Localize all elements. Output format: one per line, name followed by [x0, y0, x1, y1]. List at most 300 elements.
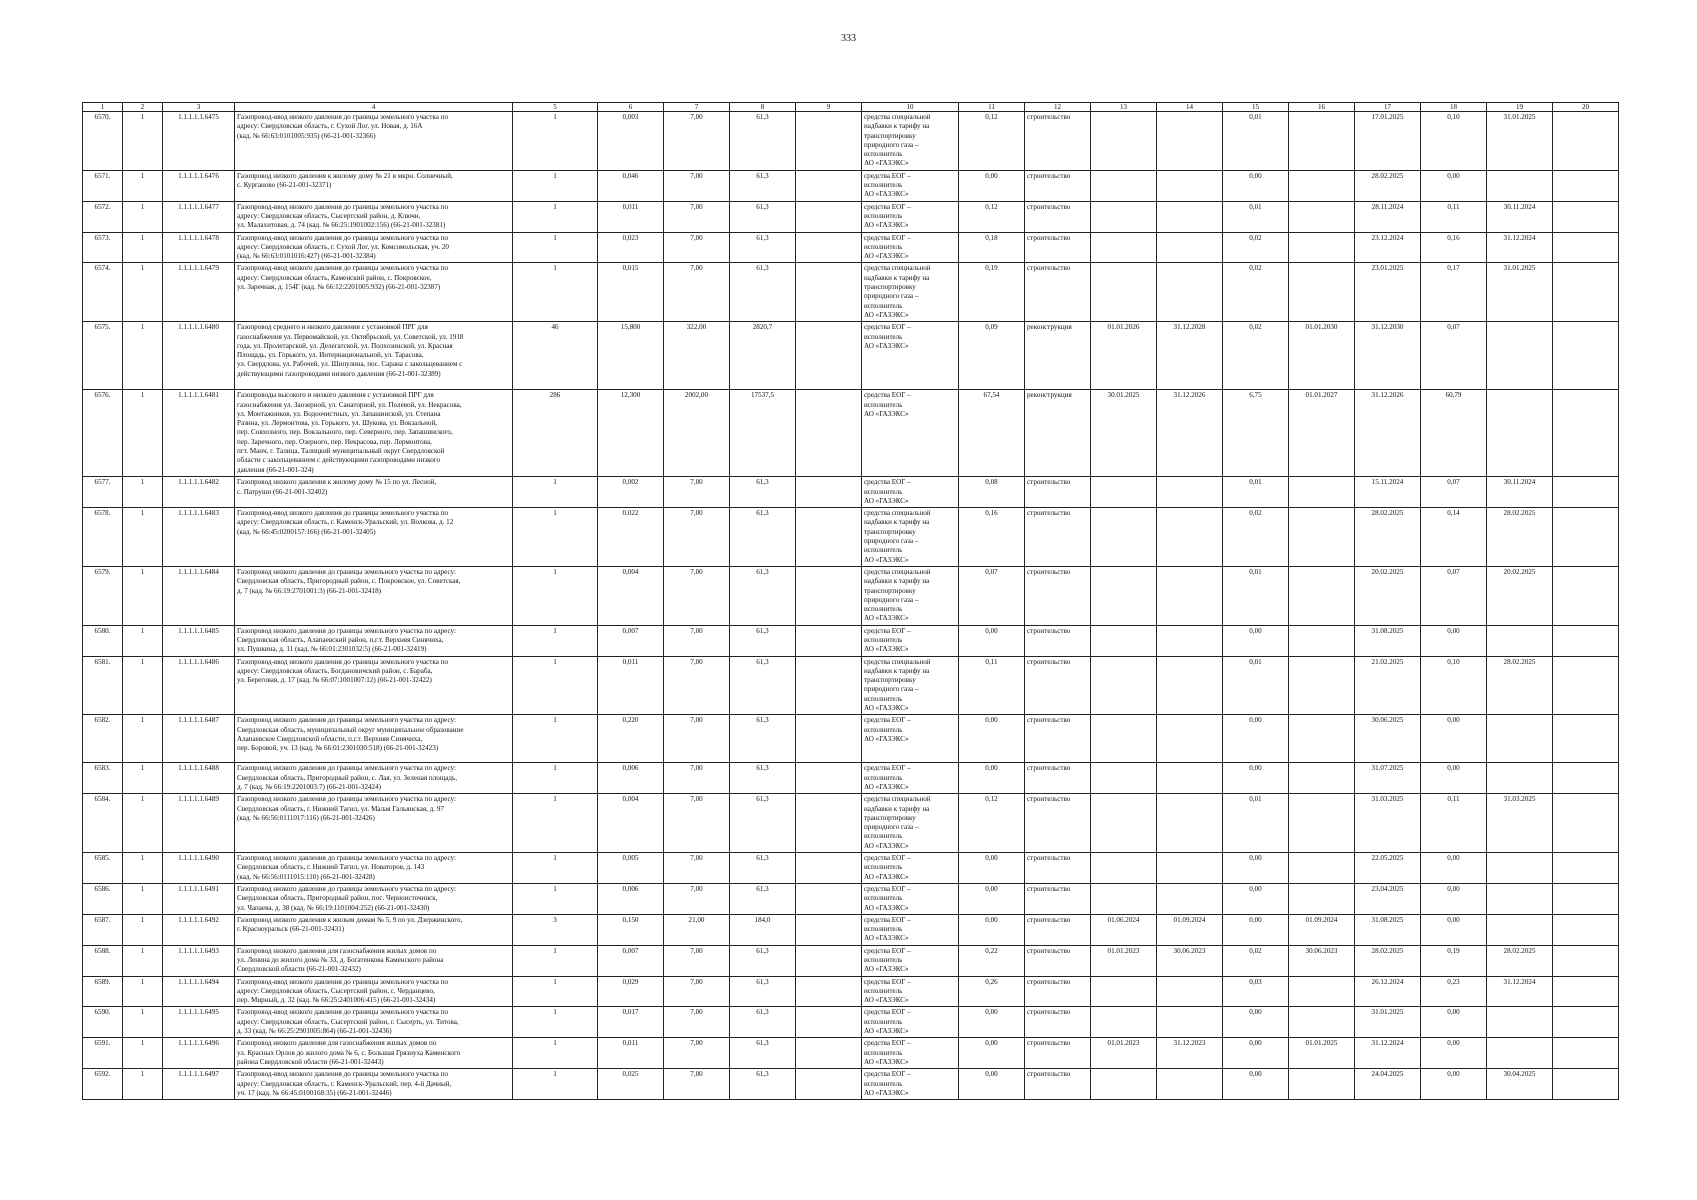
- value-cell: 61,3: [730, 715, 796, 763]
- column-header: 18: [1421, 103, 1487, 112]
- cost-cell: 0,12: [959, 112, 1025, 171]
- capacity-cell: 7,00: [664, 112, 730, 171]
- commissioning-date: 28.02.2025: [1355, 170, 1421, 201]
- row-number: 6575.: [83, 322, 123, 390]
- value-cell: 61,3: [730, 566, 796, 625]
- cost-cell: 0,00: [1421, 853, 1487, 884]
- value-cell: 61,3: [730, 112, 796, 171]
- capacity-cell: 322,00: [664, 322, 730, 390]
- cost-cell: 0,01: [1223, 794, 1289, 853]
- capacity-cell: 7,00: [664, 763, 730, 794]
- empty-cell: [1553, 945, 1619, 976]
- level-cell: 1: [123, 390, 163, 477]
- empty-cell: [796, 390, 862, 477]
- work-type: строительство: [1025, 853, 1091, 884]
- table-row: [83, 763, 1619, 794]
- commissioning-date: 28.11.2024: [1355, 201, 1421, 232]
- start-date: 01.01.2023: [1091, 945, 1157, 976]
- date-cell: [1289, 976, 1355, 1007]
- quantity-cell: 1: [513, 1038, 598, 1069]
- empty-cell: [796, 170, 862, 201]
- commissioning-date: 23.01.2025: [1355, 263, 1421, 322]
- level-cell: 1: [123, 477, 163, 508]
- row-number: 6591.: [83, 1038, 123, 1069]
- end-date: [1157, 883, 1223, 914]
- project-description: Газопровод низкого давления для газоснабжения жилых домов по ул. Ленина до жилого дома № 33, д. Богатенкова Каменского района Свердловской области (66-21-001-32432): [235, 945, 513, 976]
- quantity-cell: 1: [513, 853, 598, 884]
- level-cell: 1: [123, 656, 163, 715]
- start-date: [1091, 883, 1157, 914]
- cost-cell: 0,19: [1421, 945, 1487, 976]
- start-date: [1091, 1069, 1157, 1100]
- cost-cell: 0,00: [1223, 715, 1289, 763]
- empty-cell: [796, 263, 862, 322]
- cost-cell: 0,16: [1421, 232, 1487, 263]
- cost-cell: 0,07: [959, 566, 1025, 625]
- completion-date: [1487, 715, 1553, 763]
- end-date: [1157, 263, 1223, 322]
- capacity-cell: 7,00: [664, 625, 730, 656]
- value-cell: 61,3: [730, 883, 796, 914]
- page-number: 333: [841, 33, 856, 44]
- row-number: 6581.: [83, 656, 123, 715]
- cost-cell: 0,18: [959, 232, 1025, 263]
- funding-source: средства специальной надбавки к тарифу на транспортировку природного газа – исполнитель АО «ГАЗЭКС»: [862, 263, 959, 322]
- project-code: 1.1.1.1.1.6483: [163, 508, 235, 567]
- length-cell: 0,005: [598, 853, 664, 884]
- project-code: 1.1.1.1.1.6487: [163, 715, 235, 763]
- cost-cell: 0,02: [1223, 232, 1289, 263]
- value-cell: 61,3: [730, 477, 796, 508]
- capacity-cell: 7,00: [664, 853, 730, 884]
- table-row: [83, 1038, 1619, 1069]
- completion-date: [1487, 883, 1553, 914]
- end-date: [1157, 112, 1223, 171]
- row-number: 6577.: [83, 477, 123, 508]
- empty-cell: [796, 656, 862, 715]
- funding-source: средства ЕОГ – исполнитель АО «ГАЗЭКС»: [862, 625, 959, 656]
- column-header: 12: [1025, 103, 1091, 112]
- value-cell: 17537,5: [730, 390, 796, 477]
- length-cell: 0,025: [598, 1069, 664, 1100]
- table-row: [83, 945, 1619, 976]
- project-description: Газопровод низкого давления до границы земельного участка по адресу: Свердловская область, Пригородный район, с. Покровское, ул. Советская, д. 7 (кад. № 66:19:2701001:3) (66-21-001-32418): [235, 566, 513, 625]
- length-cell: 0,046: [598, 170, 664, 201]
- end-date: 31.12.2023: [1157, 1038, 1223, 1069]
- empty-cell: [796, 945, 862, 976]
- cost-cell: 0,00: [1223, 625, 1289, 656]
- column-header: 9: [796, 103, 862, 112]
- work-type: строительство: [1025, 914, 1091, 945]
- project-code: 1.1.1.1.1.6493: [163, 945, 235, 976]
- cost-cell: 0,19: [959, 263, 1025, 322]
- commissioning-date: 31.08.2025: [1355, 625, 1421, 656]
- cost-cell: 0,02: [1223, 322, 1289, 390]
- work-type: реконструкция: [1025, 390, 1091, 477]
- start-date: [1091, 566, 1157, 625]
- empty-cell: [1553, 883, 1619, 914]
- project-code: 1.1.1.1.1.6490: [163, 853, 235, 884]
- table-row: [83, 566, 1619, 625]
- empty-cell: [796, 715, 862, 763]
- quantity-cell: 1: [513, 656, 598, 715]
- date-cell: [1289, 232, 1355, 263]
- start-date: 01.01.2023: [1091, 1038, 1157, 1069]
- work-type: строительство: [1025, 170, 1091, 201]
- completion-date: [1487, 763, 1553, 794]
- level-cell: 1: [123, 853, 163, 884]
- empty-cell: [1553, 1069, 1619, 1100]
- start-date: [1091, 715, 1157, 763]
- project-description: Газопровод низкого давления до границы земельного участка по адресу: Свердловская область, г. Нижний Тагил, ул. Малая Гальянская, д. 97 (кад. № 66:56:0111017:116) (66-21-001-32426): [235, 794, 513, 853]
- row-number: 6587.: [83, 914, 123, 945]
- empty-cell: [796, 1038, 862, 1069]
- row-number: 6586.: [83, 883, 123, 914]
- empty-cell: [796, 763, 862, 794]
- end-date: 31.12.2026: [1157, 390, 1223, 477]
- funding-source: средства ЕОГ – исполнитель АО «ГАЗЭКС»: [862, 1007, 959, 1038]
- commissioning-date: 31.12.2026: [1355, 390, 1421, 477]
- empty-cell: [1553, 201, 1619, 232]
- cost-cell: 0,01: [1223, 656, 1289, 715]
- value-cell: 61,3: [730, 1069, 796, 1100]
- completion-date: [1487, 1038, 1553, 1069]
- cost-cell: 0,00: [1223, 914, 1289, 945]
- start-date: [1091, 763, 1157, 794]
- length-cell: 0,220: [598, 715, 664, 763]
- capacity-cell: 7,00: [664, 201, 730, 232]
- length-cell: 12,300: [598, 390, 664, 477]
- value-cell: 61,3: [730, 763, 796, 794]
- length-cell: 0,017: [598, 1007, 664, 1038]
- cost-cell: 0,11: [1421, 794, 1487, 853]
- capacity-cell: 7,00: [664, 263, 730, 322]
- length-cell: 0,029: [598, 976, 664, 1007]
- empty-cell: [1553, 715, 1619, 763]
- table-row: [83, 112, 1619, 171]
- empty-cell: [796, 566, 862, 625]
- project-code: 1.1.1.1.1.6489: [163, 794, 235, 853]
- table-row: [83, 1007, 1619, 1038]
- start-date: [1091, 853, 1157, 884]
- value-cell: 61,3: [730, 508, 796, 567]
- project-description: Газопровод низкого давления до границы земельного участка по адресу: Свердловская область, муниципальный округ муниципальное образование Алапаевское Свердловской области, п.г.т. Верхняя Синячиха, пер. Боровой, уч. 13 (кад. № 66:01:2301030:518) (66-21-001-32423): [235, 715, 513, 763]
- empty-cell: [1553, 322, 1619, 390]
- empty-cell: [1553, 477, 1619, 508]
- commissioning-date: 31.07.2025: [1355, 763, 1421, 794]
- date-cell: 01.01.2027: [1289, 390, 1355, 477]
- end-date: [1157, 1007, 1223, 1038]
- level-cell: 1: [123, 794, 163, 853]
- empty-cell: [796, 883, 862, 914]
- date-cell: [1289, 112, 1355, 171]
- empty-cell: [1553, 232, 1619, 263]
- cost-cell: 0,00: [959, 1038, 1025, 1069]
- empty-cell: [1553, 566, 1619, 625]
- work-type: строительство: [1025, 794, 1091, 853]
- column-header: 8: [730, 103, 796, 112]
- row-number: 6572.: [83, 201, 123, 232]
- start-date: [1091, 625, 1157, 656]
- project-description: Газопровод-ввод низкого давления до границы земельного участка по адресу: Свердловская область, Сысертский район, г. Сысерть, ул. Титова, д. 33 (кад. № 66:25:2901005:864) (66-21-001-32436): [235, 1007, 513, 1038]
- empty-cell: [1553, 853, 1619, 884]
- cost-cell: 0,17: [1421, 263, 1487, 322]
- project-code: 1.1.1.1.1.6497: [163, 1069, 235, 1100]
- empty-cell: [1553, 656, 1619, 715]
- project-description: Газопровод низкого давления до границы земельного участка по адресу: Свердловская область, Пригородный район, пос. Черноисточинск, ул. Чапаева, д. 38 (кад. № 66:19:1101004:252) (66-21-001-32430): [235, 883, 513, 914]
- investment-program-table: [82, 102, 1619, 1100]
- project-code: 1.1.1.1.1.6478: [163, 232, 235, 263]
- cost-cell: 0,00: [1421, 914, 1487, 945]
- capacity-cell: 7,00: [664, 883, 730, 914]
- project-code: 1.1.1.1.1.6491: [163, 883, 235, 914]
- level-cell: 1: [123, 112, 163, 171]
- cost-cell: 0,00: [1421, 1069, 1487, 1100]
- length-cell: 0,003: [598, 112, 664, 171]
- table-row: [83, 914, 1619, 945]
- column-header: 16: [1289, 103, 1355, 112]
- column-header: 6: [598, 103, 664, 112]
- funding-source: средства ЕОГ – исполнитель АО «ГАЗЭКС»: [862, 883, 959, 914]
- commissioning-date: 15.11.2024: [1355, 477, 1421, 508]
- level-cell: 1: [123, 625, 163, 656]
- cost-cell: 0,00: [1223, 1007, 1289, 1038]
- date-cell: [1289, 853, 1355, 884]
- table-row: [83, 656, 1619, 715]
- funding-source: средства ЕОГ – исполнитель АО «ГАЗЭКС»: [862, 853, 959, 884]
- cost-cell: 0,02: [1223, 508, 1289, 567]
- completion-date: 31.03.2025: [1487, 794, 1553, 853]
- length-cell: 0,023: [598, 232, 664, 263]
- row-number: 6580.: [83, 625, 123, 656]
- end-date: 31.12.2028: [1157, 322, 1223, 390]
- table-row: [83, 170, 1619, 201]
- commissioning-date: 31.12.2024: [1355, 1038, 1421, 1069]
- completion-date: [1487, 1007, 1553, 1038]
- row-number: 6590.: [83, 1007, 123, 1038]
- commissioning-date: 30.06.2025: [1355, 715, 1421, 763]
- project-description: Газопровод-ввод низкого давления до границы земельного участка по адресу: Свердловская область, Сысертский район, д. Ключи, ул. Малахитовая, д. 74 (кад. № 66:25:1901002:156) (66-21-001-32381): [235, 201, 513, 232]
- table-row: [83, 508, 1619, 567]
- completion-date: 31.01.2025: [1487, 263, 1553, 322]
- project-description: Газопровод низкого давления для газоснабжения жилых домов по ул. Красных Орлов до жилого дома № 6, с. Большая Грязнуха Каменского района Свердловской области (66-21-001-32443): [235, 1038, 513, 1069]
- commissioning-date: 26.12.2024: [1355, 976, 1421, 1007]
- quantity-cell: 1: [513, 201, 598, 232]
- table-header: [83, 103, 1619, 112]
- cost-cell: 0,00: [959, 625, 1025, 656]
- quantity-cell: 1: [513, 170, 598, 201]
- work-type: строительство: [1025, 508, 1091, 567]
- row-number: 6589.: [83, 976, 123, 1007]
- end-date: [1157, 232, 1223, 263]
- project-code: 1.1.1.1.1.6492: [163, 914, 235, 945]
- capacity-cell: 7,00: [664, 232, 730, 263]
- funding-source: средства специальной надбавки к тарифу на транспортировку природного газа – исполнитель АО «ГАЗЭКС»: [862, 656, 959, 715]
- funding-source: средства ЕОГ – исполнитель АО «ГАЗЭКС»: [862, 1038, 959, 1069]
- completion-date: 20.02.2025: [1487, 566, 1553, 625]
- date-cell: 01.01.2025: [1289, 1038, 1355, 1069]
- column-header: 20: [1553, 103, 1619, 112]
- capacity-cell: 7,00: [664, 1038, 730, 1069]
- work-type: строительство: [1025, 763, 1091, 794]
- funding-source: средства ЕОГ – исполнитель АО «ГАЗЭКС»: [862, 1069, 959, 1100]
- cost-cell: 0,09: [959, 322, 1025, 390]
- level-cell: 1: [123, 763, 163, 794]
- length-cell: 0,015: [598, 263, 664, 322]
- funding-source: средства ЕОГ – исполнитель АО «ГАЗЭКС»: [862, 945, 959, 976]
- quantity-cell: 1: [513, 763, 598, 794]
- level-cell: 1: [123, 945, 163, 976]
- project-description: Газопровод-ввод низкого давления до границы земельного участка по адресу: Свердловская область, г. Сухой Лог, ул. Новая, д. 16А (кад. № 66:63:0101005:935) (66-21-001-32366): [235, 112, 513, 171]
- empty-cell: [796, 322, 862, 390]
- value-cell: 61,3: [730, 853, 796, 884]
- cost-cell: 0,12: [959, 201, 1025, 232]
- work-type: строительство: [1025, 656, 1091, 715]
- table-row: [83, 715, 1619, 763]
- completion-date: 28.02.2025: [1487, 508, 1553, 567]
- date-cell: 01.01.2030: [1289, 322, 1355, 390]
- project-code: 1.1.1.1.1.6475: [163, 112, 235, 171]
- cost-cell: 0,23: [1421, 976, 1487, 1007]
- length-cell: 0,011: [598, 1038, 664, 1069]
- capacity-cell: 7,00: [664, 1069, 730, 1100]
- length-cell: 0,011: [598, 201, 664, 232]
- capacity-cell: 7,00: [664, 477, 730, 508]
- completion-date: [1487, 853, 1553, 884]
- completion-date: 31.12.2024: [1487, 976, 1553, 1007]
- cost-cell: 0,02: [1223, 945, 1289, 976]
- length-cell: 0,007: [598, 625, 664, 656]
- empty-cell: [796, 914, 862, 945]
- start-date: [1091, 112, 1157, 171]
- start-date: [1091, 263, 1157, 322]
- start-date: 01.06.2024: [1091, 914, 1157, 945]
- row-number: 6576.: [83, 390, 123, 477]
- column-header: 19: [1487, 103, 1553, 112]
- date-cell: [1289, 1007, 1355, 1038]
- column-header: 11: [959, 103, 1025, 112]
- cost-cell: 0,00: [959, 853, 1025, 884]
- row-number: 6583.: [83, 763, 123, 794]
- end-date: 30.06.2023: [1157, 945, 1223, 976]
- funding-source: средства ЕОГ – исполнитель АО «ГАЗЭКС»: [862, 232, 959, 263]
- length-cell: 0,007: [598, 945, 664, 976]
- cost-cell: 0,00: [1421, 625, 1487, 656]
- date-cell: [1289, 201, 1355, 232]
- table-row: [83, 477, 1619, 508]
- quantity-cell: 3: [513, 914, 598, 945]
- row-number: 6582.: [83, 715, 123, 763]
- commissioning-date: 31.01.2025: [1355, 1007, 1421, 1038]
- length-cell: 0,004: [598, 794, 664, 853]
- work-type: строительство: [1025, 112, 1091, 171]
- work-type: строительство: [1025, 1069, 1091, 1100]
- end-date: [1157, 976, 1223, 1007]
- end-date: [1157, 1069, 1223, 1100]
- commissioning-date: 31.12.2030: [1355, 322, 1421, 390]
- cost-cell: 0,00: [959, 914, 1025, 945]
- project-code: 1.1.1.1.1.6494: [163, 976, 235, 1007]
- capacity-cell: 7,00: [664, 976, 730, 1007]
- value-cell: 61,3: [730, 170, 796, 201]
- project-code: 1.1.1.1.1.6488: [163, 763, 235, 794]
- value-cell: 61,3: [730, 625, 796, 656]
- quantity-cell: 1: [513, 715, 598, 763]
- table-row: [83, 976, 1619, 1007]
- work-type: строительство: [1025, 976, 1091, 1007]
- column-header: 4: [235, 103, 513, 112]
- length-cell: 0,006: [598, 883, 664, 914]
- quantity-cell: 1: [513, 794, 598, 853]
- funding-source: средства ЕОГ – исполнитель АО «ГАЗЭКС»: [862, 170, 959, 201]
- row-number: 6588.: [83, 945, 123, 976]
- commissioning-date: 22.05.2025: [1355, 853, 1421, 884]
- empty-cell: [1553, 390, 1619, 477]
- date-cell: [1289, 625, 1355, 656]
- project-description: Газопровод-ввод низкого давления до границы земельного участка по адресу: Свердловская область, г. Сухой Лог, ул. Комсомольская, уч. 20 (кад. № 66:63:0101016:427) (66-21-001-32384): [235, 232, 513, 263]
- value-cell: 61,3: [730, 656, 796, 715]
- capacity-cell: 21,00: [664, 914, 730, 945]
- column-header: 7: [664, 103, 730, 112]
- empty-cell: [796, 853, 862, 884]
- date-cell: 30.06.2023: [1289, 945, 1355, 976]
- project-description: Газопровод-ввод низкого давления до границы земельного участка по адресу: Свердловская область, г. Каменск-Уральский, пер. 4-й Дачный, уч. 17 (кад. № 66:45:0100168:35) (66-21-001-32446): [235, 1069, 513, 1100]
- length-cell: 0,150: [598, 914, 664, 945]
- project-code: 1.1.1.1.1.6476: [163, 170, 235, 201]
- work-type: строительство: [1025, 566, 1091, 625]
- commissioning-date: 23.12.2024: [1355, 232, 1421, 263]
- project-description: Газопровод-ввод низкого давления до границы земельного участка по адресу: Свердловская область, г. Каменск-Уральский, ул. Волкова, д. 12 (кад. № 66:45:0200157:166) (66-21-001-32405): [235, 508, 513, 567]
- row-number: 6574.: [83, 263, 123, 322]
- row-number: 6570.: [83, 112, 123, 171]
- table-row: [83, 883, 1619, 914]
- cost-cell: 0,07: [1421, 477, 1487, 508]
- quantity-cell: 1: [513, 945, 598, 976]
- cost-cell: 0,11: [959, 656, 1025, 715]
- date-cell: [1289, 477, 1355, 508]
- row-number: 6573.: [83, 232, 123, 263]
- cost-cell: 0,00: [959, 763, 1025, 794]
- project-description: Газопровод-ввод низкого давления до границы земельного участка по адресу: Свердловская область, Каменский район, с. Покровское, ул. Заречная, д. 154Г (кад. № 66:12:2201005:932) (66-21-001-32387): [235, 263, 513, 322]
- cost-cell: 0,08: [959, 477, 1025, 508]
- quantity-cell: 1: [513, 625, 598, 656]
- end-date: [1157, 566, 1223, 625]
- empty-cell: [1553, 263, 1619, 322]
- commissioning-date: 21.02.2025: [1355, 656, 1421, 715]
- row-number: 6579.: [83, 566, 123, 625]
- value-cell: 61,3: [730, 976, 796, 1007]
- cost-cell: 0,00: [1421, 715, 1487, 763]
- level-cell: 1: [123, 914, 163, 945]
- start-date: [1091, 232, 1157, 263]
- start-date: 01.01.2026: [1091, 322, 1157, 390]
- cost-cell: 6,75: [1223, 390, 1289, 477]
- cost-cell: 0,01: [1223, 112, 1289, 171]
- start-date: [1091, 656, 1157, 715]
- cost-cell: 0,02: [1223, 263, 1289, 322]
- table-row: [83, 201, 1619, 232]
- empty-cell: [1553, 625, 1619, 656]
- capacity-cell: 2002,00: [664, 390, 730, 477]
- empty-cell: [796, 1069, 862, 1100]
- level-cell: 1: [123, 201, 163, 232]
- work-type: строительство: [1025, 1007, 1091, 1038]
- project-description: Газопровод низкого давления до границы земельного участка по адресу: Свердловская область, Алапаевский район, п.г.т. Верхняя Синячиха, ул. Пушкина, д. 11 (кад. № 66:01:2301032:5) (66-21-001-32419): [235, 625, 513, 656]
- level-cell: 1: [123, 170, 163, 201]
- quantity-cell: 1: [513, 1007, 598, 1038]
- project-code: 1.1.1.1.1.6496: [163, 1038, 235, 1069]
- completion-date: [1487, 390, 1553, 477]
